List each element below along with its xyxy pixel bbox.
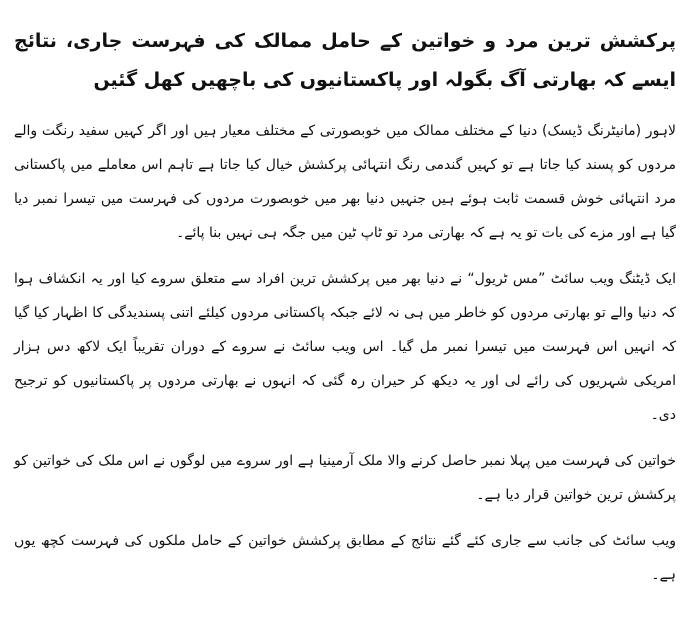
article-paragraph: ایک ڈیٹنگ ویب سائٹ ”مس ٹریول“ نے دنیا بھر میں پرکشش ترین افراد سے متعلق سروے کیا اور یہ انکشاف ہوا کہ دنیا والے تو بھارتی مردوں کو خاطر میں ہی نہ لائے جبکہ پاکستانی مردوں کیلئے اتنی پسندیدگی کا اظہار کیا گیا کہ انہیں اس فہرست میں تیسرا نمبر مل گیا۔ اس ویب سائٹ نے سروے کے دوران تقریباً ایک لاکھ دس ہزار امریکی شہریوں کی رائے لی اور یہ دیکھ کر حیران رہ گئی کہ انہوں نے بھارتی مردوں پر پاکستانیوں کو ترجیح دی۔ — [14, 271, 676, 423]
article-headline: پرکشش ترین مرد و خواتین کے حامل ممالک کی فہرست جاری، نتائج ایسے کہ بھارتی آگ بگولہ اور پاکستانیوں کی باچھیں کھل گئیں — [14, 30, 676, 91]
article-body — [14, 114, 676, 592]
article-paragraph: لاہور (مانیٹرنگ ڈیسک) دنیا کے مختلف ممالک میں خوبصورتی کے مختلف معیار ہیں اور اگر کہیں سفید رنگت والے مردوں کو پسند کیا جاتا ہے تو کہیں گندمی رنگ انتہائی پرکشش خیال کیا جاتا ہے تاہم اس معاملے میں پاکستانی مرد انتہائی خوش قسمت ثابت ہوئے ہیں جنہیں دنیا بھر میں خوبصورت مردوں کی فہرست میں تیسرا نمبر دیا گیا ہے اور مزے کی بات تو یہ ہے کہ بھارتی مرد تو ٹاپ ٹین میں جگہ ہی نہیں بنا پائے۔ — [14, 123, 676, 241]
article-paragraph: ویب سائٹ کی جانب سے جاری کئے گئے نتائج کے مطابق پرکشش خواتین کے حامل ملکوں کی فہرست کچھ یوں ہے۔ — [14, 533, 676, 583]
article-paragraph: خواتین کی فہرست میں پہلا نمبر حاصل کرنے والا ملک آرمینیا ہے اور سروے میں لوگوں نے اس ملک کی خواتین کو پرکشش ترین خواتین قرار دیا ہے۔ — [14, 453, 676, 503]
